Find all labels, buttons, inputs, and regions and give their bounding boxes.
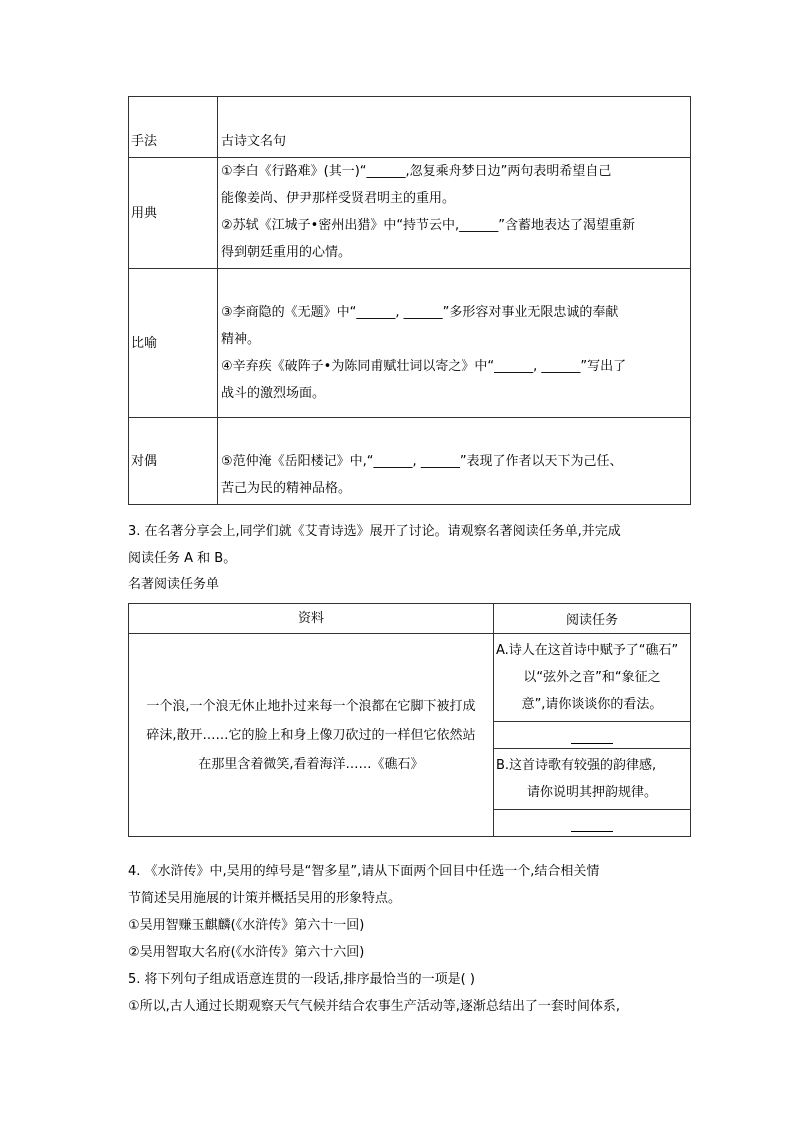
answer-blank[interactable]: ______ [403,305,443,320]
answer-blank-cell[interactable] [494,722,691,749]
table-row [129,634,691,722]
method-cell: 比喻 [129,269,218,418]
table-header-row [129,604,691,634]
quote-line: ①李白《行路难》(其一)“______,忽复乘舟梦日边”两句表明希望自己 [221,164,612,179]
header-material: 资料 [129,604,494,634]
answer-blank[interactable]: ______ [366,164,406,179]
question-5-sentence: ①所以,古人通过长期观察天气气候并结合农事生产活动等,逐渐总结出了一套时间体系, [128,999,621,1014]
question-5-text: 5. 将下列句子组成语意连贯的一段话,排序最恰当的一项是( ) [128,972,475,987]
option-line: ②吴用智取大名府(《水浒传》第六十六回) [128,945,365,960]
poetry-techniques-table [128,96,691,505]
quote-line: 得到朝廷重用的心情。 [221,245,352,260]
answer-blank[interactable] [571,729,613,744]
quote-line: ②苏轼《江城子•密州出猎》中“持节云中,______”含蓄地表达了渴望重新 [221,218,635,233]
answer-blank[interactable] [571,817,613,832]
quote-line: 战斗的激烈场面。 [221,386,326,401]
quote-line: ④辛弃疾《破阵子•为陈同甫赋壮词以寄之》中“______, ______”写出了 [221,359,627,374]
reading-task-table [128,603,691,837]
question-4 [128,858,694,1020]
answer-blank[interactable]: ______ [356,305,396,320]
material-line: 一个浪,一个浪无休止地扑过来每一个浪都在它脚下被打成 [146,698,476,714]
table-row [129,418,691,505]
answer-blank-cell[interactable] [494,810,691,837]
question-text: 节简述吴用施展的计策并概括吴用的形象特点。 [128,891,402,906]
answer-blank[interactable]: ______ [459,218,499,233]
table-row [129,158,691,269]
quote-cell [218,269,691,418]
header-method: 手法 [129,97,218,158]
answer-blank[interactable]: ______ [420,454,460,469]
header-task: 阅读任务 [494,604,691,634]
quote-cell [218,158,691,269]
task-line: A.诗人在这首诗中赋予了“礁石” [496,643,679,658]
question-text: 3. 在名著分享会上,同学们就《艾青诗选》展开了讨论。请观察名著阅读任务单,并完成 [128,524,621,539]
task-a-cell [494,634,691,722]
quote-line: 能像姜尚、伊尹那样受贤君明主的重用。 [221,191,456,206]
quote-line: 精神。 [221,332,261,347]
task-sheet-title: 名著阅读任务单 [128,577,220,592]
answer-blank[interactable]: ______ [541,359,581,374]
option-line: ①吴用智赚玉麒麟(《水浒传》第六十一回) [128,918,365,933]
table-header-row [129,97,691,158]
material-line: 碎沫,散开……它的脸上和身上像刀砍过的一样但它依然站 [146,727,476,743]
quote-line: 苦己为民的精神品格。 [221,481,352,496]
task-b-cell [494,749,691,810]
task-line: 以“弦外之音”和“象征之 [523,670,661,685]
quote-line: ⑤范仲淹《岳阳楼记》中,“______, ______”表现了作者以天下为己任、 [221,454,623,469]
material-cell [129,634,494,837]
material-line: 在那里含着微笑,看着海洋……《礁石》 [198,756,424,772]
answer-blank[interactable]: ______ [494,359,534,374]
answer-blank[interactable]: ______ [373,454,413,469]
quote-cell [218,418,691,505]
header-quote: 古诗文名句 [218,97,691,158]
quote-line: ③李商隐的《无题》中“______, ______”多形容对事业无限忠诚的奉献 [221,305,619,320]
table-row [129,269,691,418]
question-text: 4. 《水浒传》中,吴用的绰号是“智多星”,请从下面两个回目中任选一个,结合相关情 [128,864,600,879]
task-line: B.这首诗歌有较强的韵律感, [496,758,657,773]
question-3 [128,518,694,572]
task-line: 意”,请你谈谈你的看法。 [521,697,663,712]
task-line: 请你说明其押韵规律。 [526,785,657,800]
method-cell: 对偶 [129,418,218,505]
method-cell: 用典 [129,158,218,269]
question-text: 阅读任务 A 和 B。 [128,551,237,566]
